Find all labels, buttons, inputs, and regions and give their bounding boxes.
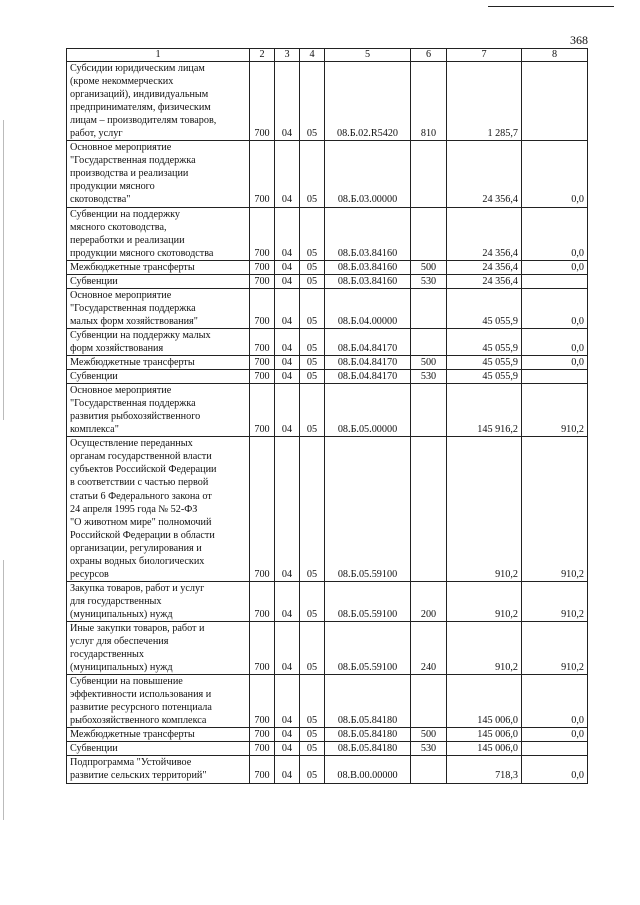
header-row <box>67 49 588 62</box>
section-code-cell: 04 <box>275 621 300 674</box>
amount-cell: 24 356,4 <box>447 260 522 274</box>
item-name-cell: Субвенции на поддержку мясного скотоводства, переработки и реализации продукции мясного скотоводства <box>67 207 250 260</box>
section-code-cell: 04 <box>275 581 300 621</box>
table-row <box>67 260 588 274</box>
amount-cell: 45 055,9 <box>447 370 522 384</box>
budget-table <box>66 48 588 784</box>
expense-type-cell: 530 <box>411 370 447 384</box>
table-row <box>67 62 588 141</box>
expense-type-cell: 500 <box>411 356 447 370</box>
table-row <box>67 621 588 674</box>
subsection-code-cell: 05 <box>300 356 325 370</box>
federal-amount-cell: 910,2 <box>522 384 588 437</box>
ministry-code-cell: 700 <box>250 260 275 274</box>
federal-amount-cell: 0,0 <box>522 756 588 783</box>
table-row <box>67 274 588 288</box>
expense-type-cell: 500 <box>411 260 447 274</box>
section-code-cell: 04 <box>275 370 300 384</box>
column-header: 6 <box>411 49 447 62</box>
subsection-code-cell: 05 <box>300 621 325 674</box>
table-row <box>67 141 588 207</box>
amount-cell: 910,2 <box>447 621 522 674</box>
expense-type-cell <box>411 141 447 207</box>
expense-type-cell: 810 <box>411 62 447 141</box>
item-name-cell: Осуществление переданных органам государственной власти субъектов Российской Федерации в соответствии с частью первой статьи 6 Федерального закона от 24 апреля 1995 года № 52-ФЗ "О животном мире" полномочий Российской Федерации в области организации, регулирования и охраны водных биологических ресурсов <box>67 437 250 582</box>
expense-type-cell: 200 <box>411 581 447 621</box>
section-code-cell: 04 <box>275 62 300 141</box>
target-article-cell: 08.Б.03.84160 <box>325 207 411 260</box>
target-article-cell: 08.Б.05.84180 <box>325 675 411 728</box>
federal-amount-cell: 0,0 <box>522 288 588 328</box>
federal-amount-cell: 910,2 <box>522 621 588 674</box>
scan-edge-mark <box>3 120 4 420</box>
subsection-code-cell: 05 <box>300 370 325 384</box>
item-name-cell: Субвенции <box>67 370 250 384</box>
item-name-cell: Межбюджетные трансферты <box>67 728 250 742</box>
section-code-cell: 04 <box>275 328 300 355</box>
target-article-cell: 08.В.00.00000 <box>325 756 411 783</box>
column-header: 4 <box>300 49 325 62</box>
expense-type-cell: 240 <box>411 621 447 674</box>
table-row <box>67 384 588 437</box>
ministry-code-cell: 700 <box>250 728 275 742</box>
federal-amount-cell: 0,0 <box>522 260 588 274</box>
subsection-code-cell: 05 <box>300 328 325 355</box>
ministry-code-cell: 700 <box>250 288 275 328</box>
expense-type-cell: 500 <box>411 728 447 742</box>
expense-type-cell <box>411 756 447 783</box>
subsection-code-cell: 05 <box>300 260 325 274</box>
section-code-cell: 04 <box>275 675 300 728</box>
subsection-code-cell: 05 <box>300 742 325 756</box>
expense-type-cell <box>411 675 447 728</box>
target-article-cell: 08.Б.05.59100 <box>325 437 411 582</box>
federal-amount-cell: 0,0 <box>522 328 588 355</box>
item-name-cell: Межбюджетные трансферты <box>67 356 250 370</box>
expense-type-cell <box>411 328 447 355</box>
federal-amount-cell: 0,0 <box>522 207 588 260</box>
ministry-code-cell: 700 <box>250 356 275 370</box>
item-name-cell: Подпрограмма "Устойчивое развитие сельских территорий" <box>67 756 250 783</box>
table-row <box>67 742 588 756</box>
ministry-code-cell: 700 <box>250 742 275 756</box>
federal-amount-cell <box>522 274 588 288</box>
column-header: 2 <box>250 49 275 62</box>
federal-amount-cell: 0,0 <box>522 141 588 207</box>
item-name-cell: Субсидии юридическим лицам (кроме некоммерческих организаций), индивидуальным предпринимателям, физическим лицам – производителям товаров, работ, услуг <box>67 62 250 141</box>
expense-type-cell <box>411 207 447 260</box>
amount-cell: 145 916,2 <box>447 384 522 437</box>
target-article-cell: 08.Б.05.59100 <box>325 621 411 674</box>
target-article-cell: 08.Б.03.00000 <box>325 141 411 207</box>
page-number: 368 <box>570 33 588 47</box>
table-row <box>67 756 588 783</box>
table-row <box>67 728 588 742</box>
section-code-cell: 04 <box>275 437 300 582</box>
federal-amount-cell <box>522 62 588 141</box>
column-header: 7 <box>447 49 522 62</box>
amount-cell: 45 055,9 <box>447 328 522 355</box>
ministry-code-cell: 700 <box>250 675 275 728</box>
expense-type-cell <box>411 288 447 328</box>
expense-type-cell: 530 <box>411 742 447 756</box>
ministry-code-cell: 700 <box>250 581 275 621</box>
amount-cell: 145 006,0 <box>447 675 522 728</box>
item-name-cell: Субвенции на поддержку малых форм хозяйствования <box>67 328 250 355</box>
table-row <box>67 675 588 728</box>
table-row <box>67 356 588 370</box>
table-row <box>67 288 588 328</box>
subsection-code-cell: 05 <box>300 384 325 437</box>
subsection-code-cell: 05 <box>300 675 325 728</box>
table-row <box>67 328 588 355</box>
section-code-cell: 04 <box>275 288 300 328</box>
top-rule <box>488 6 614 7</box>
amount-cell: 910,2 <box>447 437 522 582</box>
section-code-cell: 04 <box>275 141 300 207</box>
federal-amount-cell <box>522 742 588 756</box>
amount-cell: 145 006,0 <box>447 742 522 756</box>
amount-cell: 45 055,9 <box>447 356 522 370</box>
item-name-cell: Закупка товаров, работ и услуг для государственных (муниципальных) нужд <box>67 581 250 621</box>
section-code-cell: 04 <box>275 384 300 437</box>
federal-amount-cell <box>522 370 588 384</box>
column-header: 3 <box>275 49 300 62</box>
table-row <box>67 207 588 260</box>
subsection-code-cell: 05 <box>300 207 325 260</box>
target-article-cell: 08.Б.02.R5420 <box>325 62 411 141</box>
federal-amount-cell: 0,0 <box>522 728 588 742</box>
expense-type-cell <box>411 437 447 582</box>
ministry-code-cell: 700 <box>250 621 275 674</box>
subsection-code-cell: 05 <box>300 756 325 783</box>
item-name-cell: Основное мероприятие "Государственная поддержка малых форм хозяйствования" <box>67 288 250 328</box>
federal-amount-cell: 910,2 <box>522 437 588 582</box>
section-code-cell: 04 <box>275 356 300 370</box>
ministry-code-cell: 700 <box>250 207 275 260</box>
expense-type-cell: 530 <box>411 274 447 288</box>
target-article-cell: 08.Б.05.59100 <box>325 581 411 621</box>
subsection-code-cell: 05 <box>300 728 325 742</box>
item-name-cell: Основное мероприятие "Государственная поддержка производства и реализации продукции мясного скотоводства" <box>67 141 250 207</box>
subsection-code-cell: 05 <box>300 581 325 621</box>
section-code-cell: 04 <box>275 274 300 288</box>
column-header: 1 <box>67 49 250 62</box>
target-article-cell: 08.Б.05.84180 <box>325 742 411 756</box>
ministry-code-cell: 700 <box>250 756 275 783</box>
item-name-cell: Субвенции <box>67 274 250 288</box>
federal-amount-cell: 910,2 <box>522 581 588 621</box>
item-name-cell: Основное мероприятие "Государственная поддержка развития рыбохозяйственного комплекса" <box>67 384 250 437</box>
federal-amount-cell: 0,0 <box>522 675 588 728</box>
item-name-cell: Субвенции <box>67 742 250 756</box>
amount-cell: 24 356,4 <box>447 207 522 260</box>
column-header: 5 <box>325 49 411 62</box>
target-article-cell: 08.Б.04.84170 <box>325 370 411 384</box>
section-code-cell: 04 <box>275 756 300 783</box>
amount-cell: 718,3 <box>447 756 522 783</box>
federal-amount-cell: 0,0 <box>522 356 588 370</box>
section-code-cell: 04 <box>275 260 300 274</box>
section-code-cell: 04 <box>275 742 300 756</box>
ministry-code-cell: 700 <box>250 328 275 355</box>
scan-edge-mark <box>3 560 4 820</box>
ministry-code-cell: 700 <box>250 62 275 141</box>
expense-type-cell <box>411 384 447 437</box>
amount-cell: 24 356,4 <box>447 274 522 288</box>
target-article-cell: 08.Б.04.00000 <box>325 288 411 328</box>
section-code-cell: 04 <box>275 728 300 742</box>
target-article-cell: 08.Б.05.00000 <box>325 384 411 437</box>
table-row <box>67 437 588 582</box>
subsection-code-cell: 05 <box>300 288 325 328</box>
target-article-cell: 08.Б.03.84160 <box>325 274 411 288</box>
amount-cell: 24 356,4 <box>447 141 522 207</box>
table-row <box>67 370 588 384</box>
ministry-code-cell: 700 <box>250 370 275 384</box>
target-article-cell: 08.Б.04.84170 <box>325 328 411 355</box>
section-code-cell: 04 <box>275 207 300 260</box>
item-name-cell: Субвенции на повышение эффективности использования и развитие ресурсного потенциала рыбохозяйственного комплекса <box>67 675 250 728</box>
subsection-code-cell: 05 <box>300 437 325 582</box>
subsection-code-cell: 05 <box>300 274 325 288</box>
item-name-cell: Межбюджетные трансферты <box>67 260 250 274</box>
subsection-code-cell: 05 <box>300 62 325 141</box>
amount-cell: 1 285,7 <box>447 62 522 141</box>
ministry-code-cell: 700 <box>250 274 275 288</box>
ministry-code-cell: 700 <box>250 437 275 582</box>
target-article-cell: 08.Б.03.84160 <box>325 260 411 274</box>
subsection-code-cell: 05 <box>300 141 325 207</box>
column-header: 8 <box>522 49 588 62</box>
amount-cell: 145 006,0 <box>447 728 522 742</box>
ministry-code-cell: 700 <box>250 141 275 207</box>
target-article-cell: 08.Б.05.84180 <box>325 728 411 742</box>
item-name-cell: Иные закупки товаров, работ и услуг для обеспечения государственных (муниципальных) нужд <box>67 621 250 674</box>
ministry-code-cell: 700 <box>250 384 275 437</box>
amount-cell: 910,2 <box>447 581 522 621</box>
amount-cell: 45 055,9 <box>447 288 522 328</box>
target-article-cell: 08.Б.04.84170 <box>325 356 411 370</box>
table-row <box>67 581 588 621</box>
